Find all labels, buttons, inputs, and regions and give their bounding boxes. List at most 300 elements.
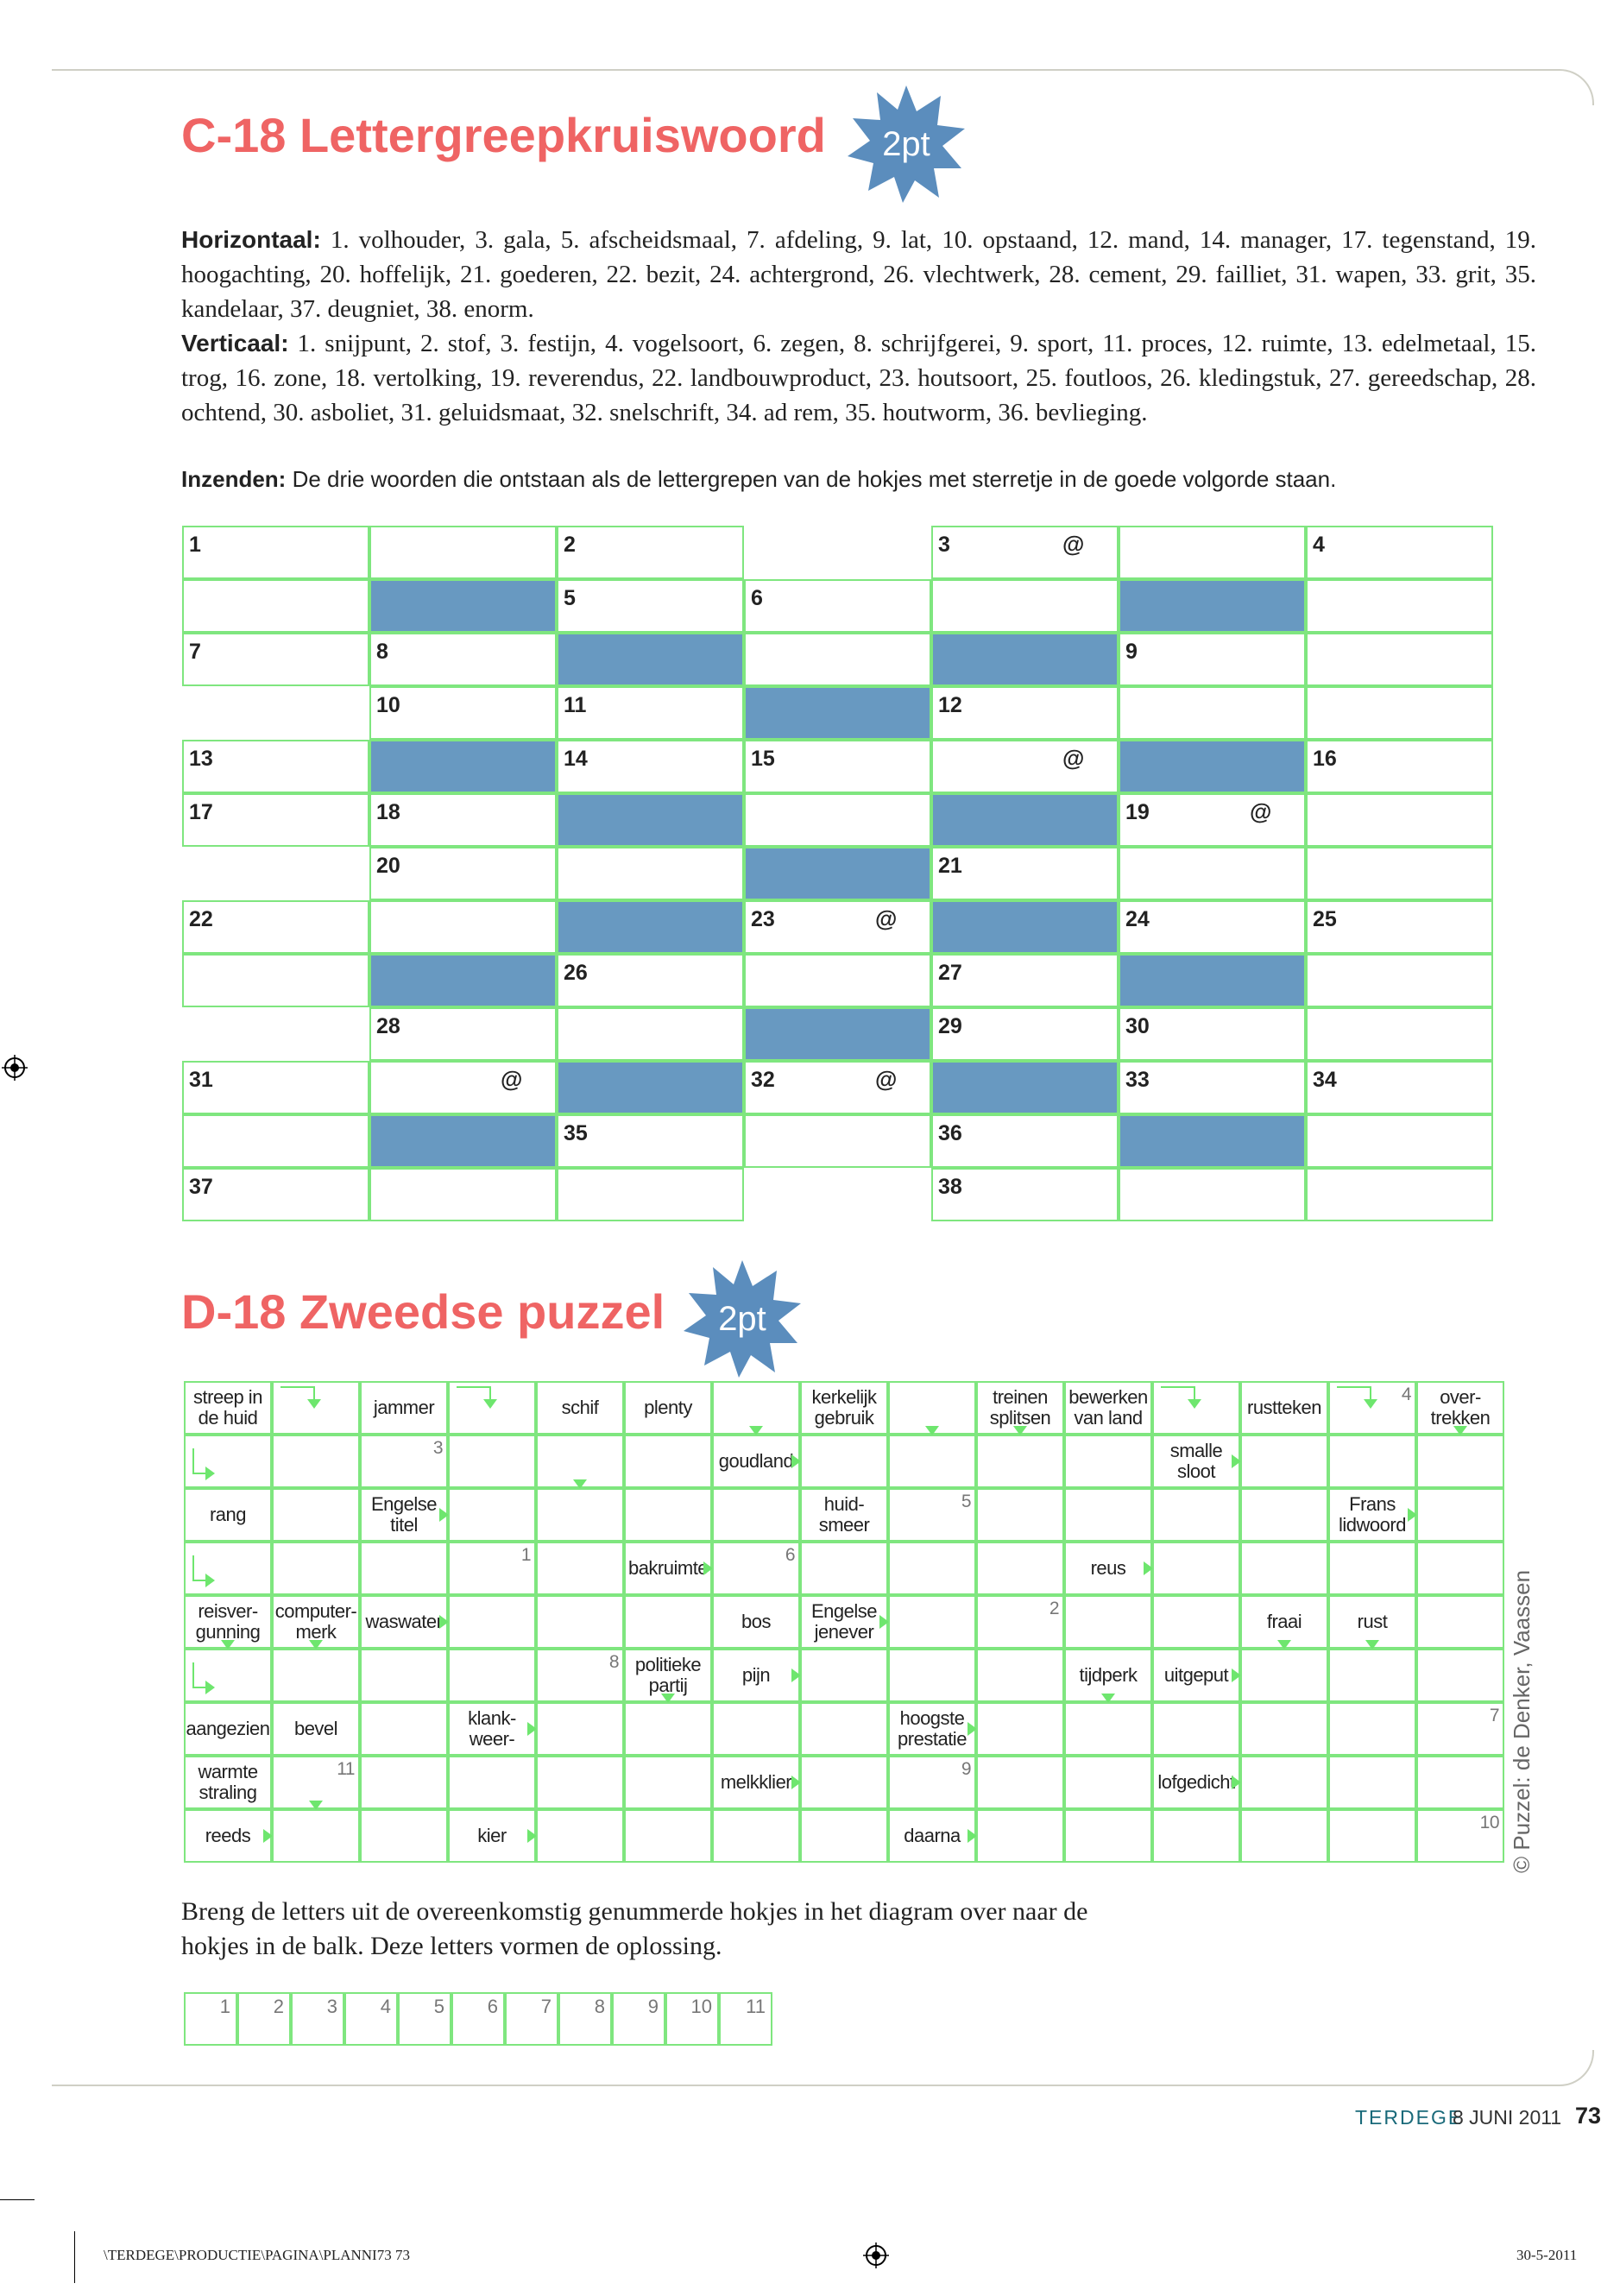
d18-clue-cell [1152, 1649, 1240, 1702]
c18-cell[interactable] [931, 954, 1119, 1007]
d18-answer-cell[interactable] [800, 1649, 888, 1702]
c18-clue-number: 27 [938, 961, 962, 985]
d18-answer-cell[interactable] [536, 1435, 624, 1488]
c18-clue-number: 32 [751, 1068, 775, 1092]
c18-cell[interactable] [744, 633, 931, 686]
d18-answer-cell[interactable] [800, 1809, 888, 1863]
solution-box[interactable] [398, 1992, 451, 2046]
c18-cell[interactable] [182, 1168, 369, 1221]
c18-cell[interactable] [182, 740, 369, 793]
c18-cell[interactable] [931, 1114, 1119, 1168]
d18-answer-cell[interactable] [272, 1381, 360, 1435]
c18-cell[interactable] [931, 579, 1119, 633]
d18-answer-cell[interactable] [448, 1488, 536, 1542]
d18-answer-cell[interactable] [712, 1809, 800, 1863]
d18-answer-cell[interactable] [360, 1542, 448, 1595]
d18-answer-cell[interactable] [1240, 1488, 1328, 1542]
c18-cell[interactable] [182, 900, 369, 954]
d18-clue-text: plenty [644, 1397, 692, 1418]
solution-box-number: 5 [433, 1996, 444, 2017]
inzenden-text: De drie woorden die ontstaan als de lettergrepen van de hokjes met sterretje in de goede volgorde staan. [286, 466, 1337, 492]
d18-answer-cell[interactable] [360, 1702, 448, 1756]
d18-title: D-18 Zweedse puzzel [181, 1284, 665, 1339]
d18-answer-cell[interactable] [448, 1649, 536, 1702]
solution-box[interactable] [344, 1992, 398, 2046]
c18-clue-number: 24 [1125, 907, 1150, 931]
d18-answer-cell[interactable] [272, 1488, 360, 1542]
c18-title: C-18 Lettergreepkruiswoord [181, 108, 826, 162]
d18-clue-cell [184, 1809, 272, 1863]
solution-box-number: 3 [326, 1996, 337, 2017]
d18-clue-text: Engelse jenever [810, 1600, 877, 1643]
d18-letter-number: 2 [1049, 1599, 1059, 1618]
solution-instruction: Breng de letters uit de overeenkomstig genummerde hokjes in het diagram over naar de hokjes in de balk. Deze letters vormen de oplossing. [181, 1897, 1088, 1960]
c18-clue-number: 22 [189, 907, 213, 931]
d18-answer-cell[interactable] [888, 1542, 976, 1595]
d18-answer-cell[interactable] [624, 1595, 712, 1649]
c18-cell[interactable] [1119, 633, 1306, 686]
d18-clue-cell [272, 1595, 360, 1649]
d18-answer-cell[interactable] [888, 1595, 976, 1649]
d18-answer-cell[interactable] [448, 1381, 536, 1435]
c18-cell[interactable] [1306, 526, 1493, 579]
c18-cell[interactable] [1306, 740, 1493, 793]
c18-block [369, 1114, 557, 1168]
d18-answer-cell[interactable] [1328, 1542, 1416, 1595]
d18-answer-cell[interactable] [712, 1488, 800, 1542]
solution-box[interactable] [451, 1992, 505, 2046]
d18-answer-cell[interactable] [1328, 1435, 1416, 1488]
d18-answer-cell[interactable] [1416, 1595, 1504, 1649]
c18-cell[interactable] [182, 526, 369, 579]
arrow-right-down-icon [457, 1386, 491, 1400]
d18-letter-number: 1 [520, 1545, 531, 1565]
d18-answer-cell[interactable] [360, 1435, 448, 1488]
c18-block [369, 740, 557, 793]
d18-answer-cell[interactable] [360, 1809, 448, 1863]
c18-cell[interactable] [1119, 847, 1306, 900]
c18-clue-number: 9 [1125, 640, 1138, 664]
c18-cell[interactable] [1306, 633, 1493, 686]
c18-cell[interactable] [931, 1168, 1119, 1221]
c18-star-marker: @ [1250, 798, 1272, 824]
d18-answer-cell[interactable] [976, 1595, 1064, 1649]
print-slug-path: \TERDEGE\PRODUCTIE\PAGINA\PLANNI73 73 [104, 2247, 410, 2263]
c18-cell[interactable] [1306, 1114, 1493, 1168]
d18-answer-cell[interactable] [1416, 1809, 1504, 1863]
c18-cell[interactable] [182, 793, 369, 847]
d18-letter-number: 11 [337, 1759, 355, 1779]
c18-cell[interactable] [557, 1007, 744, 1061]
c18-cell[interactable] [369, 793, 557, 847]
c18-clue-number: 4 [1313, 533, 1325, 557]
d18-letter-number: 9 [961, 1759, 971, 1779]
c18-clue-number: 15 [751, 747, 775, 771]
c18-cell[interactable] [182, 954, 369, 1007]
c18-clue-number: 38 [938, 1175, 962, 1199]
d18-clue-text: warmte straling [198, 1761, 258, 1803]
solution-box[interactable] [505, 1992, 558, 2046]
d18-answer-cell[interactable] [1064, 1756, 1152, 1809]
c18-cell[interactable] [931, 526, 1119, 579]
c18-block [557, 1061, 744, 1114]
c18-block [931, 1061, 1119, 1114]
d18-clue-text: computer-merk [274, 1600, 357, 1643]
d18-answer-cell[interactable] [1064, 1809, 1152, 1863]
d18-answer-cell[interactable] [1416, 1488, 1504, 1542]
d18-answer-cell[interactable] [1416, 1542, 1504, 1595]
d18-answer-cell[interactable] [712, 1381, 800, 1435]
solution-box-number: 8 [594, 1996, 605, 2017]
d18-clue-cell [1328, 1595, 1416, 1649]
d18-clue-text: hoogste prestatie [898, 1707, 967, 1750]
solution-box-number: 6 [487, 1996, 498, 2017]
d18-clue-cell [888, 1809, 976, 1863]
d18-answer-cell[interactable] [1064, 1702, 1152, 1756]
d18-letter-number: 8 [608, 1652, 619, 1672]
d18-letter-number: 3 [432, 1438, 443, 1458]
d18-answer-cell[interactable] [1416, 1435, 1504, 1488]
c18-cell[interactable] [1306, 900, 1493, 954]
d18-answer-cell[interactable] [536, 1649, 624, 1702]
d18-answer-cell[interactable] [1328, 1381, 1416, 1435]
c18-block [931, 793, 1119, 847]
d18-clue-cell [1240, 1595, 1328, 1649]
d18-letter-number: 6 [785, 1545, 795, 1565]
c18-block [369, 954, 557, 1007]
d18-answer-cell[interactable] [448, 1435, 536, 1488]
c18-clue-number: 10 [376, 693, 400, 717]
c18-cell[interactable] [1306, 1007, 1493, 1061]
d18-answer-cell[interactable] [1328, 1756, 1416, 1809]
d18-answer-cell[interactable] [800, 1435, 888, 1488]
d18-answer-cell[interactable] [184, 1542, 272, 1595]
c18-cell[interactable] [369, 686, 557, 740]
solution-box[interactable] [184, 1992, 237, 2046]
d18-answer-cell[interactable] [1152, 1381, 1240, 1435]
d18-answer-cell[interactable] [448, 1595, 536, 1649]
d18-clue-text: streep in de huid [193, 1386, 262, 1429]
c18-clue-number: 21 [938, 854, 962, 878]
c18-clue-number: 12 [938, 693, 962, 717]
d18-answer-cell[interactable] [976, 1542, 1064, 1595]
solution-box[interactable] [612, 1992, 665, 2046]
c18-clue-number: 17 [189, 800, 213, 824]
d18-answer-cell[interactable] [976, 1488, 1064, 1542]
c18-cell[interactable] [369, 1061, 557, 1114]
page-frame-top [52, 69, 1594, 105]
arrow-right-down-icon [280, 1386, 315, 1400]
d18-answer-cell[interactable] [272, 1649, 360, 1702]
d18-answer-cell[interactable] [1152, 1488, 1240, 1542]
c18-star-marker: @ [875, 905, 898, 931]
c18-clue-number: 35 [564, 1121, 588, 1145]
d18-clue-text: rustteken [1247, 1397, 1321, 1418]
c18-cell[interactable] [1119, 526, 1306, 579]
d18-answer-cell[interactable] [1152, 1702, 1240, 1756]
solution-box[interactable] [719, 1992, 772, 2046]
d18-answer-cell[interactable] [1416, 1649, 1504, 1702]
d18-answer-cell[interactable] [712, 1542, 800, 1595]
c18-cell[interactable] [1119, 900, 1306, 954]
d18-answer-cell[interactable] [536, 1809, 624, 1863]
c18-cell[interactable] [557, 1168, 744, 1221]
c18-cell[interactable] [557, 847, 744, 900]
d18-answer-cell[interactable] [1064, 1488, 1152, 1542]
c18-cell[interactable] [182, 579, 369, 633]
c18-cell[interactable] [744, 954, 931, 1007]
footer-page-number: 73 [1575, 2103, 1601, 2129]
c18-points: 2pt [882, 124, 930, 163]
c18-block [1119, 1114, 1306, 1168]
d18-answer-cell[interactable] [624, 1435, 712, 1488]
c18-cell[interactable] [744, 1114, 931, 1168]
d18-answer-cell[interactable] [1240, 1809, 1328, 1863]
arrow-down-right-icon [192, 1555, 206, 1581]
c18-clue-number: 11 [564, 693, 587, 717]
d18-clue-text: klank-weer- [468, 1707, 516, 1750]
d18-answer-cell[interactable] [1240, 1649, 1328, 1702]
c18-clue-number: 26 [564, 961, 588, 985]
d18-clue-text: huid-smeer [818, 1493, 870, 1536]
d18-answer-cell[interactable] [272, 1756, 360, 1809]
d18-clue-cell [184, 1756, 272, 1809]
c18-cell[interactable] [1119, 1061, 1306, 1114]
d18-clue-cell [1152, 1756, 1240, 1809]
registration-mark-icon [863, 2242, 889, 2268]
d18-letter-number: 7 [1489, 1706, 1499, 1725]
d18-answer-cell[interactable] [976, 1809, 1064, 1863]
horizontaal-label: Horizontaal: [181, 226, 321, 253]
d18-answer-cell[interactable] [976, 1756, 1064, 1809]
d18-answer-cell[interactable] [448, 1756, 536, 1809]
c18-cell[interactable] [369, 1007, 557, 1061]
c18-clue-number: 29 [938, 1014, 962, 1038]
c18-cell[interactable] [369, 1168, 557, 1221]
d18-clue-text: lofgedicht [1157, 1771, 1235, 1793]
d18-answer-cell[interactable] [1152, 1595, 1240, 1649]
c18-block [931, 900, 1119, 954]
d18-answer-cell[interactable] [1416, 1702, 1504, 1756]
d18-answer-cell[interactable] [360, 1649, 448, 1702]
d18-answer-cell[interactable] [1240, 1756, 1328, 1809]
d18-answer-cell[interactable] [976, 1649, 1064, 1702]
c18-cell[interactable] [557, 1114, 744, 1168]
c18-cell[interactable] [744, 579, 931, 633]
c18-cell[interactable] [744, 1061, 931, 1114]
solution-bar [184, 1992, 779, 2047]
c18-clue-number: 1 [189, 533, 201, 557]
d18-answer-cell[interactable] [624, 1702, 712, 1756]
d18-clue-cell [976, 1381, 1064, 1435]
d18-answer-cell[interactable] [888, 1756, 976, 1809]
d18-answer-cell[interactable] [888, 1381, 976, 1435]
c18-clue-number: 14 [564, 747, 588, 771]
d18-clue-text: fraai [1266, 1611, 1302, 1632]
c18-cell[interactable] [182, 1114, 369, 1168]
c18-points-badge [846, 84, 967, 205]
c18-clues [181, 223, 1536, 430]
d18-points: 2pt [718, 1299, 766, 1338]
d18-letter-number: 4 [1401, 1385, 1411, 1404]
c18-grid [182, 526, 1494, 1221]
d18-answer-cell[interactable] [800, 1542, 888, 1595]
d18-clue-text: bakruimte [627, 1557, 709, 1579]
d18-answer-cell[interactable] [1240, 1702, 1328, 1756]
d18-clue-cell [712, 1649, 800, 1702]
d18-answer-cell[interactable] [624, 1488, 712, 1542]
c18-cell[interactable] [744, 793, 931, 847]
c18-cell[interactable] [557, 579, 744, 633]
d18-clue-cell [272, 1702, 360, 1756]
d18-clue-text: tijdperk [1079, 1664, 1138, 1686]
d18-answer-cell[interactable] [1152, 1809, 1240, 1863]
horizontaal-clues [181, 223, 1536, 326]
c18-cell[interactable] [931, 847, 1119, 900]
c18-cell[interactable] [182, 1061, 369, 1114]
print-slug-date: 30-5-2011 [1516, 2247, 1578, 2263]
c18-clue-number: 8 [376, 640, 388, 664]
d18-clue-text: treinen splitsen [989, 1386, 1051, 1429]
d18-clue-text: uitgeput [1163, 1664, 1229, 1686]
d18-answer-cell[interactable] [184, 1435, 272, 1488]
d18-clue-cell [624, 1542, 712, 1595]
d18-clue-text: waswater [365, 1611, 443, 1632]
c18-cell[interactable] [369, 526, 557, 579]
c18-cell[interactable] [1306, 1061, 1493, 1114]
solution-box[interactable] [291, 1992, 344, 2046]
d18-answer-cell[interactable] [184, 1649, 272, 1702]
d18-clue-text: melkklier [720, 1771, 792, 1793]
c18-block [931, 633, 1119, 686]
d18-clue-text: pijn [741, 1664, 771, 1686]
c18-cell[interactable] [182, 633, 369, 686]
d18-answer-cell[interactable] [272, 1809, 360, 1863]
c18-block [557, 793, 744, 847]
d18-answer-cell[interactable] [360, 1756, 448, 1809]
solution-box[interactable] [558, 1992, 612, 2046]
solution-box-number: 7 [540, 1996, 552, 2017]
d18-answer-cell[interactable] [1328, 1649, 1416, 1702]
c18-cell[interactable] [1119, 1007, 1306, 1061]
c18-clue-number: 33 [1125, 1068, 1150, 1092]
d18-answer-cell[interactable] [712, 1702, 800, 1756]
c18-cell[interactable] [1306, 793, 1493, 847]
solution-box[interactable] [665, 1992, 719, 2046]
c18-cell[interactable] [557, 686, 744, 740]
c18-clue-number: 19 [1125, 800, 1150, 824]
c18-cell[interactable] [557, 954, 744, 1007]
d18-answer-cell[interactable] [888, 1488, 976, 1542]
c18-clue-number: 16 [1313, 747, 1337, 771]
d18-clue-text: jammer [373, 1397, 435, 1418]
c18-clue-number: 28 [376, 1014, 400, 1038]
c18-star-marker: @ [1062, 745, 1085, 771]
c18-cell[interactable] [1306, 579, 1493, 633]
d18-answer-cell[interactable] [536, 1595, 624, 1649]
d18-clue-cell [624, 1649, 712, 1702]
d18-clue-cell [1064, 1542, 1152, 1595]
d18-answer-cell[interactable] [1152, 1542, 1240, 1595]
c18-cell[interactable] [1119, 793, 1306, 847]
c18-clue-number: 7 [189, 640, 201, 664]
crop-mark [74, 2231, 75, 2283]
d18-answer-cell[interactable] [1328, 1809, 1416, 1863]
d18-answer-cell[interactable] [1064, 1435, 1152, 1488]
d18-answer-cell[interactable] [272, 1435, 360, 1488]
horizontaal-text: 1. volhouder, 3. gala, 5. afscheidsmaal, 7. afdeling, 9. lat, 10. opstaand, 12. mand, 14. manager, 17. tegenstand, 19. hoogachting, 20. hoffelijk, 21. goederen, 22. bezit, 24. achtergrond, 26. vlechtwerk, 28. cement, 29. failliet, 31. wapen, 33. grit, 35. kandelaar, 37. deugniet, 38. enorm. [181, 226, 1536, 323]
d18-answer-cell[interactable] [536, 1488, 624, 1542]
d18-answer-cell[interactable] [888, 1649, 976, 1702]
c18-clue-number: 20 [376, 854, 400, 878]
crop-mark [0, 2199, 35, 2200]
d18-clue-text: smalle sloot [1169, 1440, 1223, 1482]
c18-cell[interactable] [1306, 1168, 1493, 1221]
verticaal-label: Verticaal: [181, 330, 289, 356]
c18-cell[interactable] [1119, 1168, 1306, 1221]
d18-clue-cell [712, 1595, 800, 1649]
d18-answer-cell[interactable] [1328, 1702, 1416, 1756]
c18-clue-number: 30 [1125, 1014, 1150, 1038]
c18-cell[interactable] [369, 633, 557, 686]
c18-cell[interactable] [369, 900, 557, 954]
d18-answer-cell[interactable] [976, 1435, 1064, 1488]
c18-cell[interactable] [369, 847, 557, 900]
c18-block [744, 686, 931, 740]
d18-clue-cell [624, 1381, 712, 1435]
c18-block [744, 847, 931, 900]
d18-clue-text: over-trekken [1430, 1386, 1491, 1429]
c18-block [369, 579, 557, 633]
d18-answer-cell[interactable] [1416, 1756, 1504, 1809]
d18-answer-cell[interactable] [624, 1756, 712, 1809]
d18-answer-cell[interactable] [800, 1702, 888, 1756]
c18-cell[interactable] [1306, 954, 1493, 1007]
d18-answer-cell[interactable] [536, 1702, 624, 1756]
d18-answer-cell[interactable] [448, 1542, 536, 1595]
c18-cell[interactable] [744, 740, 931, 793]
c18-cell[interactable] [1306, 686, 1493, 740]
solution-box[interactable] [237, 1992, 291, 2046]
d18-answer-cell[interactable] [536, 1756, 624, 1809]
c18-cell[interactable] [931, 686, 1119, 740]
c18-clue-number: 3 [938, 533, 950, 557]
solution-box-number: 2 [273, 1996, 284, 2017]
d18-answer-cell[interactable] [800, 1756, 888, 1809]
c18-cell[interactable] [557, 526, 744, 579]
registration-mark-icon [2, 1055, 28, 1081]
d18-answer-cell[interactable] [272, 1542, 360, 1595]
d18-answer-cell[interactable] [536, 1542, 624, 1595]
d18-answer-cell[interactable] [888, 1435, 976, 1488]
c18-clue-number: 23 [751, 907, 775, 931]
arrow-right-down-icon [1161, 1386, 1195, 1400]
c18-cell[interactable] [744, 900, 931, 954]
c18-cell[interactable] [1119, 686, 1306, 740]
d18-answer-cell[interactable] [1064, 1595, 1152, 1649]
d18-answer-cell[interactable] [1240, 1435, 1328, 1488]
c18-cell[interactable] [931, 1007, 1119, 1061]
c18-cell[interactable] [931, 740, 1119, 793]
d18-answer-cell[interactable] [1240, 1542, 1328, 1595]
d18-answer-cell[interactable] [624, 1809, 712, 1863]
c18-cell[interactable] [557, 740, 744, 793]
c18-block [557, 900, 744, 954]
c18-cell[interactable] [1306, 847, 1493, 900]
d18-answer-cell[interactable] [976, 1702, 1064, 1756]
d18-clue-text: kerkelijk gebruik [811, 1386, 877, 1429]
d18-clue-cell [360, 1595, 448, 1649]
